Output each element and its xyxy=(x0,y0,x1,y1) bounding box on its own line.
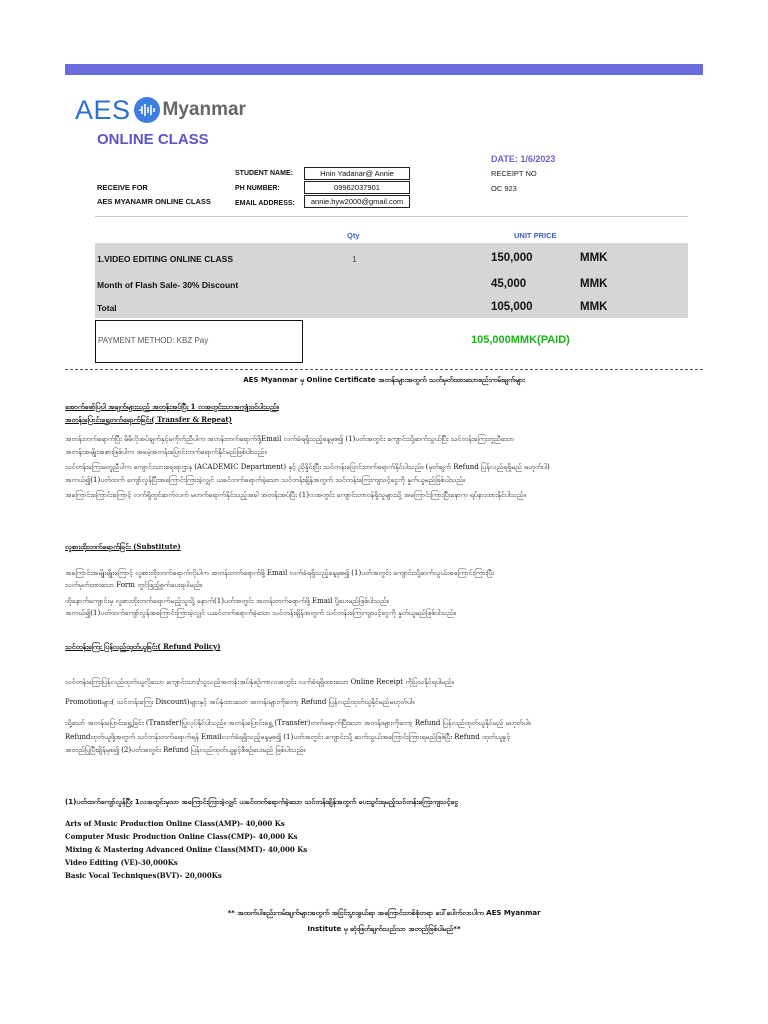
phone-field: 09962037901 xyxy=(304,181,410,194)
fee-item: Video Editing (VE)-30,000Ks xyxy=(65,857,178,867)
aes-myanmar-logo xyxy=(75,95,246,125)
line-items-table xyxy=(95,243,688,318)
unit-price-header: UNIT PRICE xyxy=(514,231,557,240)
paragraph-line: အတည်ပြုပြီးချိန်မှစ၍ (2)ပတ်အတွင်း Refund ပြန်လည်ထုတ်ယူခွင့်စီစဉ်ပေးမည် ဖြစ်ပါသည်။ xyxy=(65,745,306,754)
top-color-bar xyxy=(65,64,703,75)
terms-heading: AES Myanmar မှ Online Certificate အတန်းများအတွက် သတ်မှတ်ထားသောစည်းကမ်းချက်များ xyxy=(243,376,525,384)
receipt-no-label: RECEIPT NO xyxy=(491,169,537,178)
fee-item: Computer Music Production Online Class(CMP)- 40,000 Ks xyxy=(65,831,298,841)
paragraph-line: အကြောင်းအမျိုးမျိုးကြောင့် လူစားထိုးတက်ရောက်လိုပါက အတန်းတက်ရောက်ဖို့ Email လက်ခံရရှိသည့်နေ့မှစ၍ (1)ပတ်အတွင်း ကျောင်းသို့ဆက်သွယ်အကြောင်းကြားပြီး xyxy=(65,568,494,577)
terms-section-fees xyxy=(65,796,705,882)
email-label: EMAIL ADDRESS: xyxy=(235,200,295,207)
paragraph-line: သင်တန်းကြေးမတူညီပါက ကျောင်းသားရေးရာဌာန (ACADEMIC Department) နှင့် ညှိနှိုင်းပြီး သင်တန်းပြောင်းတက်ရောက်နိုင်ပါသည်။ (မှတ်ချက် Refund ပြန်လည်ရရှိမည် မဟုတ်ပါ) xyxy=(65,463,550,471)
payment-method-box xyxy=(95,320,303,363)
table-row-amount: 105,000 xyxy=(491,301,533,313)
table-row-qty: 1 xyxy=(352,254,357,264)
paragraph-line: အတန်းတက်ရောက်ပြီး မိမိလိုအပ်ချက်နှင့်မကိုက်ညီပါက အတန်းတက်ရောက်ဖို့Email လက်ခံရရှိသည့်နေ့မှစ၍ (1)ပတ်အတွင်း ကျောင်းသို့ဆက်သွယ်ပြီး သင်တန်းကြေးတူညီသော xyxy=(65,435,514,443)
email-field: annie.hyw2000@gmail.com xyxy=(304,195,410,208)
paragraph-line: အကယ်၍(1)ပတ်ထက်ကျော်လွန်အကြောင်းကြားခဲ့လျှင် ယခင်တက်ရောက်ခဲ့သော သင်တန်းချိန်အတွက် သင်တန်းကြေးကျသင့်ငွေကို နှုတ်ယူမည်ဖြစ်ပါသည်။ xyxy=(65,609,457,617)
section-title: သင်တန်းကြေး ပြန်လည်ထုတ်ယူခြင်း( Refund Policy) xyxy=(65,642,221,651)
dashed-separator xyxy=(65,369,703,370)
receipt-number: OC 923 xyxy=(491,184,517,193)
receive-for-label: RECEIVE FOR xyxy=(97,183,148,192)
table-row-amount: 45,000 xyxy=(491,278,527,290)
logo-myanmar-text: Myanmar xyxy=(162,99,246,120)
receipt-date: DATE: 1/6/2023 xyxy=(491,154,556,164)
fee-item: Basic Vocal Techniques(BVT)- 20,000Ks xyxy=(65,870,222,880)
paragraph-line: Promotionများ( သင်တန်းကြေး Discount)များနှင့် အပ်နှံထားသော အတန်းများကိုတော့ Refund ပြန်လည်ထုတ်ယူနိုင်မည်မဟုတ်ပါ။ xyxy=(65,698,415,706)
fee-item: Arts of Music Production Online Class(AMP)- 40,000 Ks xyxy=(65,818,285,828)
student-name-label: STUDENT NAME: xyxy=(235,170,293,177)
terms-section-refund xyxy=(65,641,705,756)
receive-for-value: AES MYANAMR ONLINE CLASS xyxy=(97,197,211,206)
section-title: အောက်ဖော်ပြပါ အချက်များသည် အတန်းအပ်ပြီး 1 လအတွင်းသာအကျုံးဝင်ပါသည်။ xyxy=(65,402,279,411)
logo-aes-text: AES xyxy=(75,94,131,125)
table-row-label: Month of Flash Sale- 30% Discount xyxy=(97,280,239,290)
table-row-label: Total xyxy=(97,303,117,313)
section-title: လူစားထိုးတက်ရောက်ခြင်း (Substitute) xyxy=(65,542,181,551)
paragraph-line: ထိုနောက်ကျောင်းမှ လူစားထိုးတက်ရောက်မည့်သူသို့ နောက်(1)ပတ်အတွင်း အတန်းတက်ရောက်ဖို့ Email ပို့ပေးမည်ဖြစ်ပါသည်။ xyxy=(65,596,389,605)
student-name-field: Hnin Yadanar@ Annie xyxy=(304,167,410,180)
paragraph-line: Refundထုတ်ယူဖို့အတွက် သင်တန်းတက်ရောက်ရန် Emailလက်ခံရရှိသည့်နေ့မှစ၍ (1)ပတ်အတွင်း ကျောင်းသို့ ဆက်သွယ်အကြောင်းကြားရမည်ဖြစ်ပြီး Refund ထုတ်ယူခွင့် xyxy=(65,733,511,741)
section-title: (1)ပတ်ထက်ကျော်လွန်ပြီး 1လအတွင်းမှသာ အကြောင်းကြားခဲ့လျှင် ယခင်တက်ရောက်ခဲ့သော သင်တန်းချိန်အတွက် ပေးသွင်းရမည့်သင်တန်းကြေးကျသင့်ငွေ xyxy=(65,798,459,806)
terms-section-transfer xyxy=(65,401,705,502)
phone-label: PH NUMBER: xyxy=(235,185,280,192)
terms-section-substitute xyxy=(65,541,705,620)
table-row-amount: 150,000 xyxy=(491,252,533,264)
payment-method: PAYMENT METHOD: KBZ Pay xyxy=(98,336,209,345)
table-row-currency: MMK xyxy=(580,252,608,264)
paragraph-line: သတ်မှတ်ထားသော Form တွင်ဖြည့်စွက်ပေးရပါမည်။ xyxy=(65,581,203,589)
paragraph-line: အတန်းအမျိုးအစားဖြစ်ပါက အခမဲ့အတန်းပြောင်းတက်ရောက်နိုင်မည်ဖြစ်ပါသည်။ xyxy=(65,447,267,456)
paragraph-line: သင်တန်းကြေးပြန်လည်ထုတ်ယူလိုသော ကျောင်းသား/သူသည်အတန်းအပ်နှံစဉ်ကာလအတွင်း လက်ခံရရှိထားသော Online Receipt ကိုပြသနိုင်ရပါမည်။ xyxy=(65,677,454,686)
fee-list xyxy=(65,817,705,882)
paid-amount: 105,000MMK(PAID) xyxy=(471,334,570,346)
paragraph-line: အကြောင်းကြောင်းကြောင့် လက်ရှိတွင်ဆက်လက် မတက်ရောက်နိုင်သည့်အခါ အတန်းအပ်ပြီး (1)လအတွင်း ကျောင်းတာဝန်ရှိသူများသို့ အကြောင်းကြားပြီးနောက္ ရပ်နားထားနိုင်ပါသည်။ xyxy=(65,491,526,499)
footer-line: Institute မှ ဆုံးဖြတ်ချက်သည်သာ အတည်ဖြစ်ပါမည်** xyxy=(307,925,461,933)
section-title: အတန်းပြောင်းရွှေ့တက်ရောက်ခြင်း( Transfer & Repeat) xyxy=(65,414,232,424)
terms-footer xyxy=(0,905,768,937)
divider xyxy=(95,216,688,217)
table-row-currency: MMK xyxy=(580,278,608,290)
table-row-currency: MMK xyxy=(580,301,608,313)
qty-header: Qty xyxy=(347,231,360,240)
table-row-label: 1.VIDEO EDITING ONLINE CLASS xyxy=(97,254,234,264)
fee-item: Mixing & Mastering Advanced Online Class(MMT)- 40,000 Ks xyxy=(65,844,308,854)
paragraph-line: သို့သော် အတန်းပြောင်းရွှေ့ခြင်း (Transfer)ပြုလုပ်နိုင်ပါသည်။ အတန်းပြောင်းရွှေ့ (Transfer)တက်ရောက်ပြီးသော အတန်းများကိုတော့ Refund ပြန်လည်ထုတ်ယူနိုင်မည် မဟုတ်ပါ။ xyxy=(65,718,531,727)
sound-wave-icon xyxy=(134,97,160,123)
footer-line: ** အထက်ပါစည်းကမ်းချက်များအတွက် အငြင်းပွားဖွယ်ရာ အကြောင်းတစ်စုံတရာ ပေါ်ပေါက်လာပါက AES Myanmar xyxy=(227,909,541,917)
page-title: ONLINE CLASS xyxy=(97,131,209,148)
paragraph-line: အကယ်၍(1)ပတ်ထက် ကျော်လွန်ပြီးအကြောင်းကြားခဲ့လျှင် ယခင်တက်ရောက်ခဲ့သော သင်တန်းချိန်အတွက် သင်တန်းကြေးကျသင့်ငွေကို နှုတ်ယူမည်ဖြစ်ပါသည်။ xyxy=(65,475,466,484)
